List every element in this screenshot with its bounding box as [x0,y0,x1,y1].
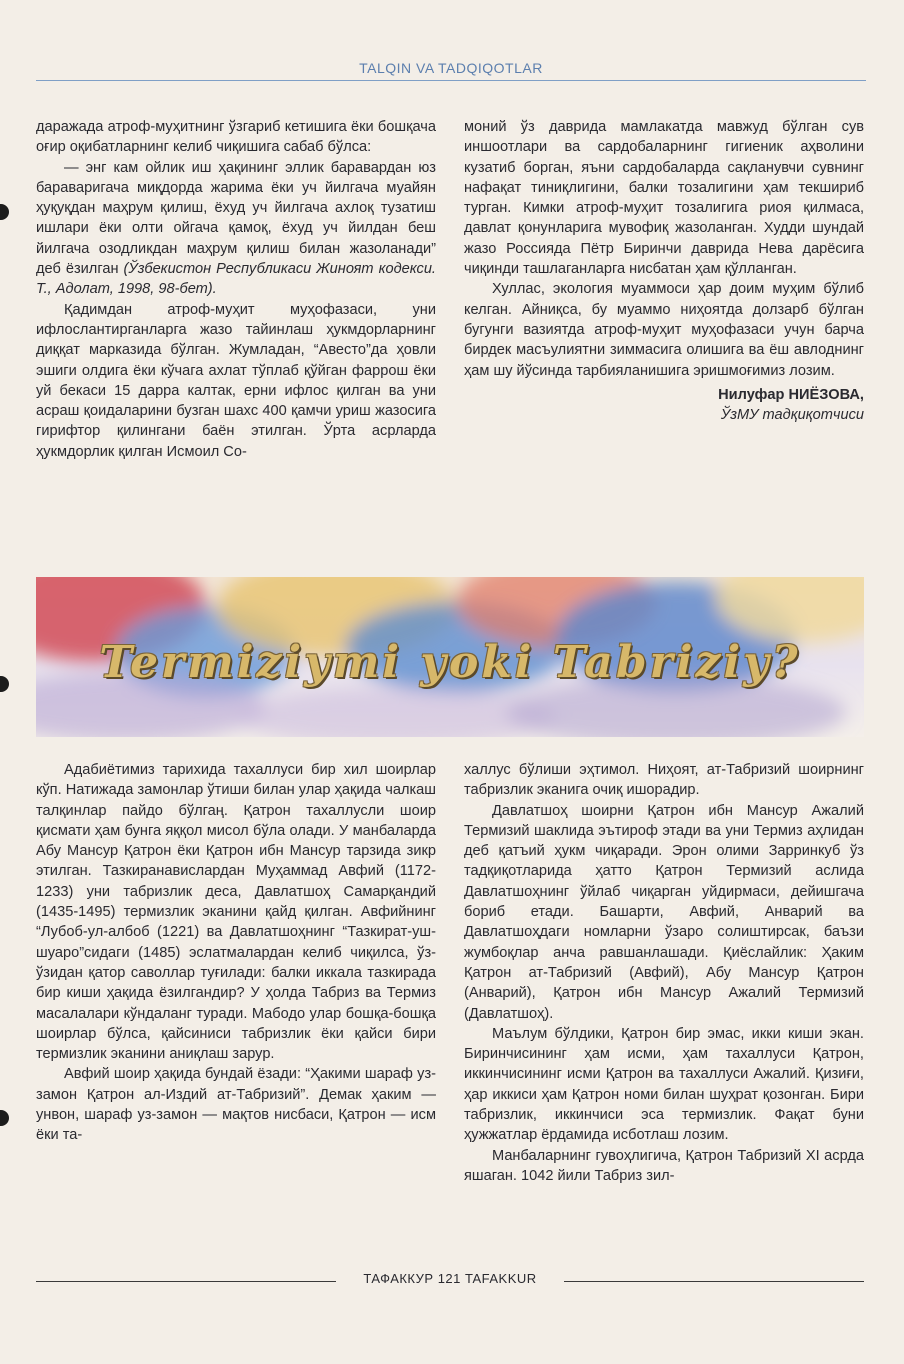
article2-left-column [36,760,436,1146]
paragraph-text: Хуллас, экология муаммоси ҳар доим муҳим бўлиб келган. Айниқса, бу муаммо ниҳоятда долзарб бўлган бугунги вазиятда атроф-муҳит муҳофазаси учун барча бирдек масъулиятни зиммасига олишига ва ёш авлоднинг ҳам шу йўсинда тарбияланишига эришмоғимиз лозим. [464,281,864,379]
section-title: TALQIN VA TADQIQOTLAR [359,60,543,76]
author-name: Нилуфар НИЁЗОВА, [718,386,864,403]
paragraph [36,158,436,300]
paragraph [464,1024,864,1146]
binder-hole [0,204,9,220]
paragraph [36,117,436,158]
paragraph [36,760,436,1064]
paragraph-text: — энг кам ойлик иш ҳақининг эллик баравардан юз бараваригача миқдорда жарима ёки уч йилгача муайян ҳуқуқдан маҳрум қилиш, ёхуд уч йилгача ахлоқ тузатиш ишлари ёки олти ойгача қамоқ, ёхуд уч йилдан беш йилгача озодликдан маҳрум қилиш билан жазоланади” деб ёзилган [36,159,436,278]
paragraph-text: Қадимдан атроф-муҳит муҳофазаси, уни ифлослантирганларга жазо тайинлаш ҳукмдорларнинг диққат марказида бўлган. Жумладан, “Авесто”да ҳовли эшиги олдига ёки кўчага ахлат тўплаб қўйган фаррош ёки уй бекаси 15 дарра калтак, ерни ифлос қилган ва уни асраш қоидаларини бузган шахс 400 қамчи уриш жазосига гирифтор қилингани баён этилган. Ўрта асрларда ҳукмдорлик қилган Исмоил Со- [36,301,436,460]
paragraph [464,117,864,279]
paragraph-text: Маълум бўлдики, Қатрон бир эмас, икки киши экан. Биринчисининг ҳам исми, ҳам тахаллуси Қатрон, иккинчисининг исми Қатрон ва тахаллуси Ажалий. Қизиғи, ҳар иккиси ҳам Қатрон номи билан шуҳрат қозонган. Бири табризлик, иккинчиси эса термизлик. Фақат буни ҳужжатлар ёрдамида исботлаш лозим. [464,1025,864,1144]
paragraph [36,300,436,462]
paragraph-text: Манбаларнинг гувоҳлигича, Қатрон Табризий XI асрда яшаган. 1042 йили Табриз зил- [464,1147,864,1184]
paragraph-text: даражада атроф-муҳитнинг ўзгариб кетишига ёки бошқача оғир оқибатларнинг келиб чиқишига сабаб бўлса: [36,119,436,156]
paragraph-text: Авфий шоир ҳақида бундай ёзади: “Ҳакими шараф уз-замон Қатрон ал-Издий ат-Табризий”. Демак ҳаким — унвон, шараф уз-замон — мақтов нисбаси, Қатрон — исм ёки та- [36,1066,436,1144]
article-banner [36,577,864,737]
paragraph [36,1064,436,1145]
paragraph-text: Адабиётимиз тарихида тахаллуси бир хил шоирлар кўп. Натижада замонлар ўтиши билан улар ҳақида чалкаш талқинлар пайдо бўлгаң. Қатрон тахаллусли шоир қисмати ҳам бунга яққол мисол бўла олади. У манбаларда Абу Мансур Қатрон ёки Қатрон ибн Мансур тарзида зикр этилган. Тазкиранавислардан Муҳаммад Авфий (1172-1233) уни табризлик деса, Давлатшоҳ Самарқандий (1435-1495) термизлик эканини қайд қилган. Авфийнинг “Лубоб-ул-албоб (1221) ва Давлатшоҳнинг “Тазкират-уш-шуаро”сидаги (1485) эслатмалардан келиб чиқилса, ўз-ўзидан қатор саволлар туғилади: балки иккала тазкирада бир киши ҳақида ёзилгандир? У ҳолда Табриз ва Термиз масалалари кўндаланг туради. Мабодо улар бошқа-бошқа шоирлар бўлса, қайсиниси табризлик ёки қайси бири термизлик эканини аниқлаш зарур. [36,762,436,1063]
paragraph [464,1146,864,1187]
paragraph [464,801,864,1024]
citation: (Ўзбекистон Республикаси Жиноят кодекси. Т., Адолат, 1998, 98-бет). [36,261,436,298]
running-header [36,60,866,81]
page-footer [36,1271,864,1291]
article-title: Termiziymi yoki Tabriziy? [99,637,801,688]
binder-hole [0,1110,9,1126]
paragraph [464,279,864,380]
footer-text: ТАФАККУР 121 TAFAKKUR [357,1271,542,1286]
paragraph-text: моний ўз даврида мамлакатда мавжуд бўлган сув иншоотлари ва сардобаларнинг гигиеник аҳволини кузатиб борган, яъни сардобаларда сақланувчи сувнинг нафақат тиниқлигини, балки тозалигини ҳам текшириб турган. Кимки атроф-муҳит тозалигига риоя қилмаса, давлат қонунларига мувофиқ жазоланган. Худди шундай жазо Россияда Пётр Биринчи даврида Нева дарёсига чиқинди ташлаганларга нисбатан ҳам қўлланган. [464,119,864,278]
paragraph [464,760,864,801]
article1-right-paragraphs [464,117,864,381]
author-affiliation: ЎзМУ тадқиқотчиси [720,407,864,424]
author-signature [464,385,864,426]
binder-hole [0,676,9,692]
paragraph-text: халлус бўлиши эҳтимол. Ниҳоят, ат-Табризий шоирнинг табризлик эканига очиқ ишорадир. [464,762,864,799]
paragraph-text: Давлатшоҳ шоирни Қатрон ибн Мансур Ажалий Термизий шаклида эътироф этади ва уни Термиз аҳлидан деб қатъий ҳукм чиқаради. Эрон олими Зарринкуб ўз тадқиқотларида ҳатто Қатрон Термизий аслида Давлатшоҳнинг ўйлаб чиқарган уйдирмаси, дейишгача бориб етади. Башарти, Авфий, Анварий ва Давлатшоҳдаги номларни ўзаро солиштирсак, баъзи жумбоқлар анча равшанлашади. Қиёслайлик: Ҳаким Қатрон ат-Табризий (Авфий), Абу Мансур Қатрон (Анварий), Қатрон ибн Мансур Ажалий Термизий (Давлатшоҳ). [464,802,864,1022]
article1-left-column [36,117,436,462]
article2-right-column [464,760,864,1186]
article1-right-column [464,117,864,425]
